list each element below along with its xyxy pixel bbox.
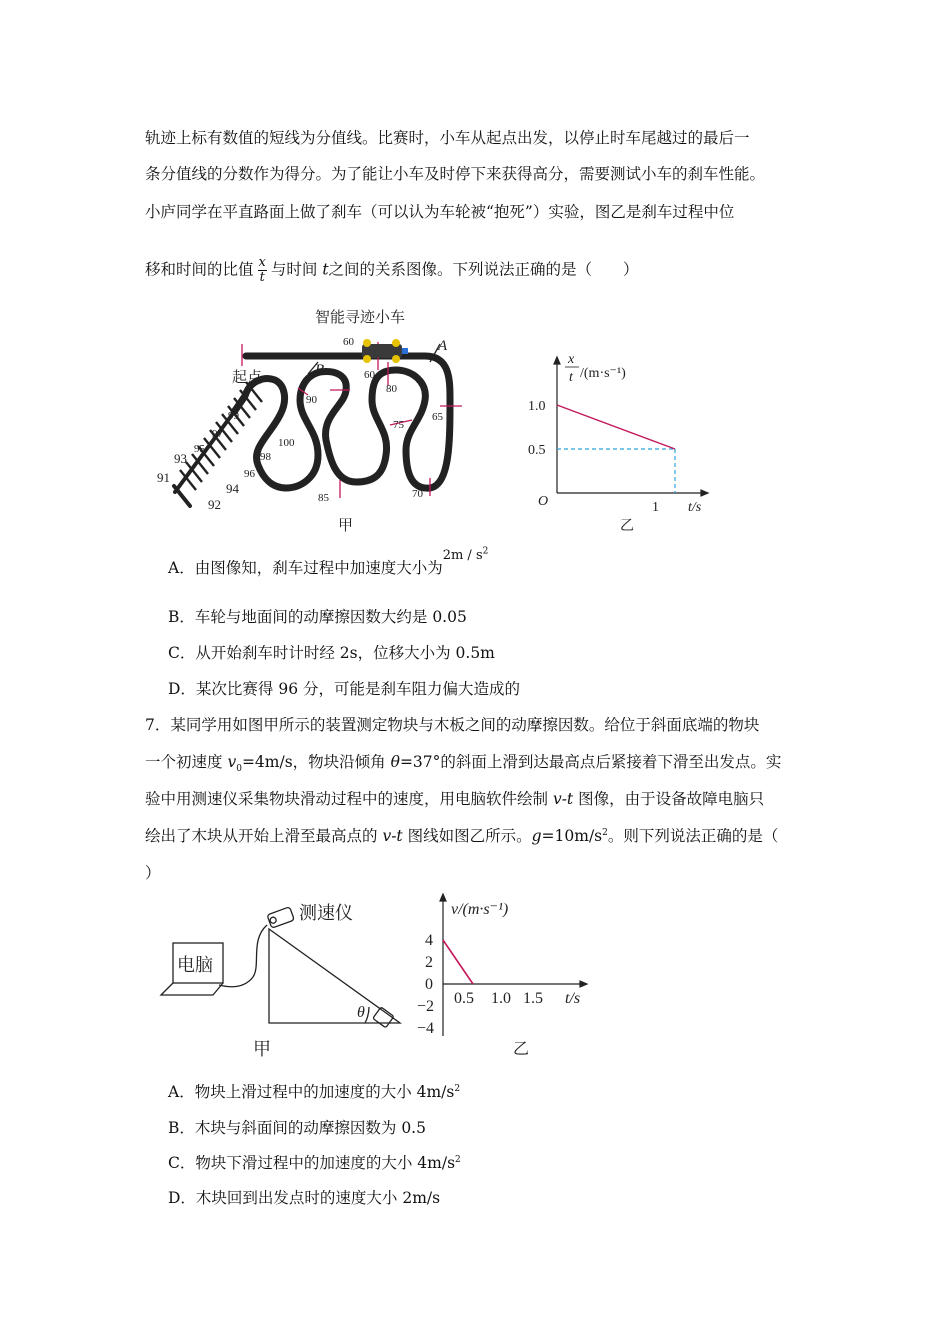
score-93: 93 (174, 451, 187, 466)
vt-ytick-4: 4 (425, 932, 433, 949)
vt-ytick-0: 0 (425, 976, 433, 993)
score-91: 91 (157, 470, 170, 485)
q6-line4-pre: 移和时间的比值 (145, 260, 254, 279)
q6-option-b[interactable]: B．车轮与地面间的动摩擦因数大约是 0.05 (168, 608, 467, 626)
score-95: 95 (194, 443, 205, 455)
vt-caption: 乙 (513, 1041, 530, 1058)
yi-data-line (557, 405, 675, 449)
q7-option-b[interactable]: B．木块与斜面间的动摩擦因数为 0.5 (168, 1119, 426, 1137)
q6-line4-post: 之间的关系图像。下列说法正确的是（ ） (328, 260, 639, 279)
track-path (234, 356, 450, 488)
q7-text-line-5: ） (145, 864, 161, 882)
vt-ytick-neg4: −4 (417, 1020, 435, 1037)
yi-ytick-0.5: 0.5 (528, 443, 546, 458)
q7-option-c[interactable]: C．物块下滑过程中的加速度的大小 $4m/s^2$ (168, 1154, 461, 1172)
point-b-label: B (315, 362, 325, 378)
q6-text-line-2: 条分值线的分数作为得分。为了能让小车及时停下来获得高分，需要测试小车的刹车性能。 (145, 165, 766, 183)
vt-xtick-1.0: 1.0 (491, 990, 511, 1007)
q7-theta: θ (390, 753, 400, 771)
vt-ytick-2: 2 (425, 954, 433, 971)
yi-xlabel: t/s (688, 500, 702, 515)
yi-xtick-1: 1 (652, 500, 659, 515)
q7-figure-yi-chart (415, 888, 600, 1068)
cable (219, 925, 267, 987)
yi-caption: 乙 (620, 519, 634, 534)
yi-ylabel-unit: /(m·s⁻¹) (580, 366, 626, 381)
score-92: 92 (208, 497, 221, 512)
frac-numerator: x (258, 255, 266, 270)
score-99: 99 (228, 410, 239, 422)
score-97: 97 (212, 428, 223, 440)
vt-xtick-1.5: 1.5 (523, 990, 543, 1007)
jia-caption-q7: 甲 (253, 1039, 271, 1059)
q7-option-d[interactable]: D．木块回到出发点时的速度大小 2m/s (168, 1189, 441, 1207)
yi-ylabel-den: t (569, 370, 573, 385)
q6-figure-yi-chart (520, 345, 720, 540)
speedometer-icon (267, 907, 294, 928)
score-60: 60 (364, 369, 375, 381)
score-75: 75 (393, 419, 404, 431)
angle-label: θ (357, 1004, 365, 1021)
jia-caption: 甲 (338, 518, 354, 534)
block-icon (373, 1007, 394, 1028)
score-60-top: 60 (343, 336, 354, 348)
q6-text-line-4 (145, 256, 639, 285)
q6-line4-t: t (322, 260, 329, 279)
device-label: 测速仪 (299, 903, 353, 923)
q7-text-line-4: 绘出了木块从开始上滑至最高点的 v-t 图线如图乙所示。$g=10m/s^2$。则下列说法正确的是（ (145, 827, 779, 845)
q6-option-a-text: A．由图像知，刹车过程中加速度大小为 (168, 559, 443, 577)
score-96: 96 (244, 468, 255, 480)
q6-text-line-1: 轨迹上标有数值的短线为分值线。比赛时，小车从起点出发，以停止时车尾越过的最后一 (145, 129, 750, 147)
start-label: 起点 (232, 370, 263, 386)
yi-ytick-1.0: 1.0 (528, 399, 546, 414)
q6-option-d[interactable]: D．某次比赛得 96 分，可能是刹车阻力偏大造成的 (168, 680, 521, 698)
frac-denominator: t (259, 270, 265, 285)
q7-text-line-3: 验中用测速仪采集物块滑动过程中的速度，用电脑软件绘制 v-t 图像，由于设备故障电脑只 (145, 790, 765, 808)
q7-text-line-2: 一个初速度 $v_0=4m/s$，物块沿倾角 θ=37°的斜面上滑到达最高点后紧接着下滑至出发点。实 (145, 753, 782, 775)
vt-ylabel: v/(m·s⁻¹) (451, 901, 509, 918)
computer-label: 电脑 (177, 955, 213, 975)
q7-v0: v (227, 753, 237, 771)
score-80: 80 (386, 383, 397, 395)
q6-fraction (258, 256, 267, 285)
q7-text-line-1: 7．某同学用如图甲所示的装置测定物块与木板之间的动摩擦因数。给位于斜面底端的物块 (145, 716, 760, 734)
q6-text-line-3: 小庐同学在平直路面上做了刹车（可以认为车轮被“抱死”）实验，图乙是刹车过程中位 (145, 203, 735, 221)
vt-xlabel: t/s (565, 990, 581, 1007)
score-100: 100 (278, 437, 295, 449)
q6-option-a-value: 2m / s2 (442, 546, 489, 563)
score-94: 94 (226, 481, 239, 496)
q6-option-a[interactable] (168, 546, 489, 578)
q6-line4-mid: 与时间 (270, 260, 318, 279)
q7-option-a[interactable]: A．物块上滑过程中的加速度的大小 $4m/s^2$ (168, 1083, 461, 1101)
score-70: 70 (412, 488, 423, 500)
yi-ylabel-num: x (568, 352, 575, 367)
yi-origin: O (538, 494, 549, 509)
score-65: 65 (432, 411, 443, 423)
q6-figure-jia-track (150, 300, 480, 540)
point-a-label: A (438, 338, 448, 354)
score-98: 98 (260, 451, 271, 463)
vt-data-line (443, 940, 473, 984)
yi-axes (554, 357, 708, 496)
score-85: 85 (318, 492, 329, 504)
score-90: 90 (306, 394, 317, 406)
car-title-label: 智能寻迹小车 (315, 310, 406, 326)
q7-figure-jia-apparatus (155, 895, 415, 1065)
vt-xtick-0.5: 0.5 (454, 990, 474, 1007)
vt-ytick-neg2: −2 (417, 998, 435, 1015)
q6-option-c[interactable]: C．从开始刹车时计时经 2s，位移大小为 0.5m (168, 644, 495, 662)
